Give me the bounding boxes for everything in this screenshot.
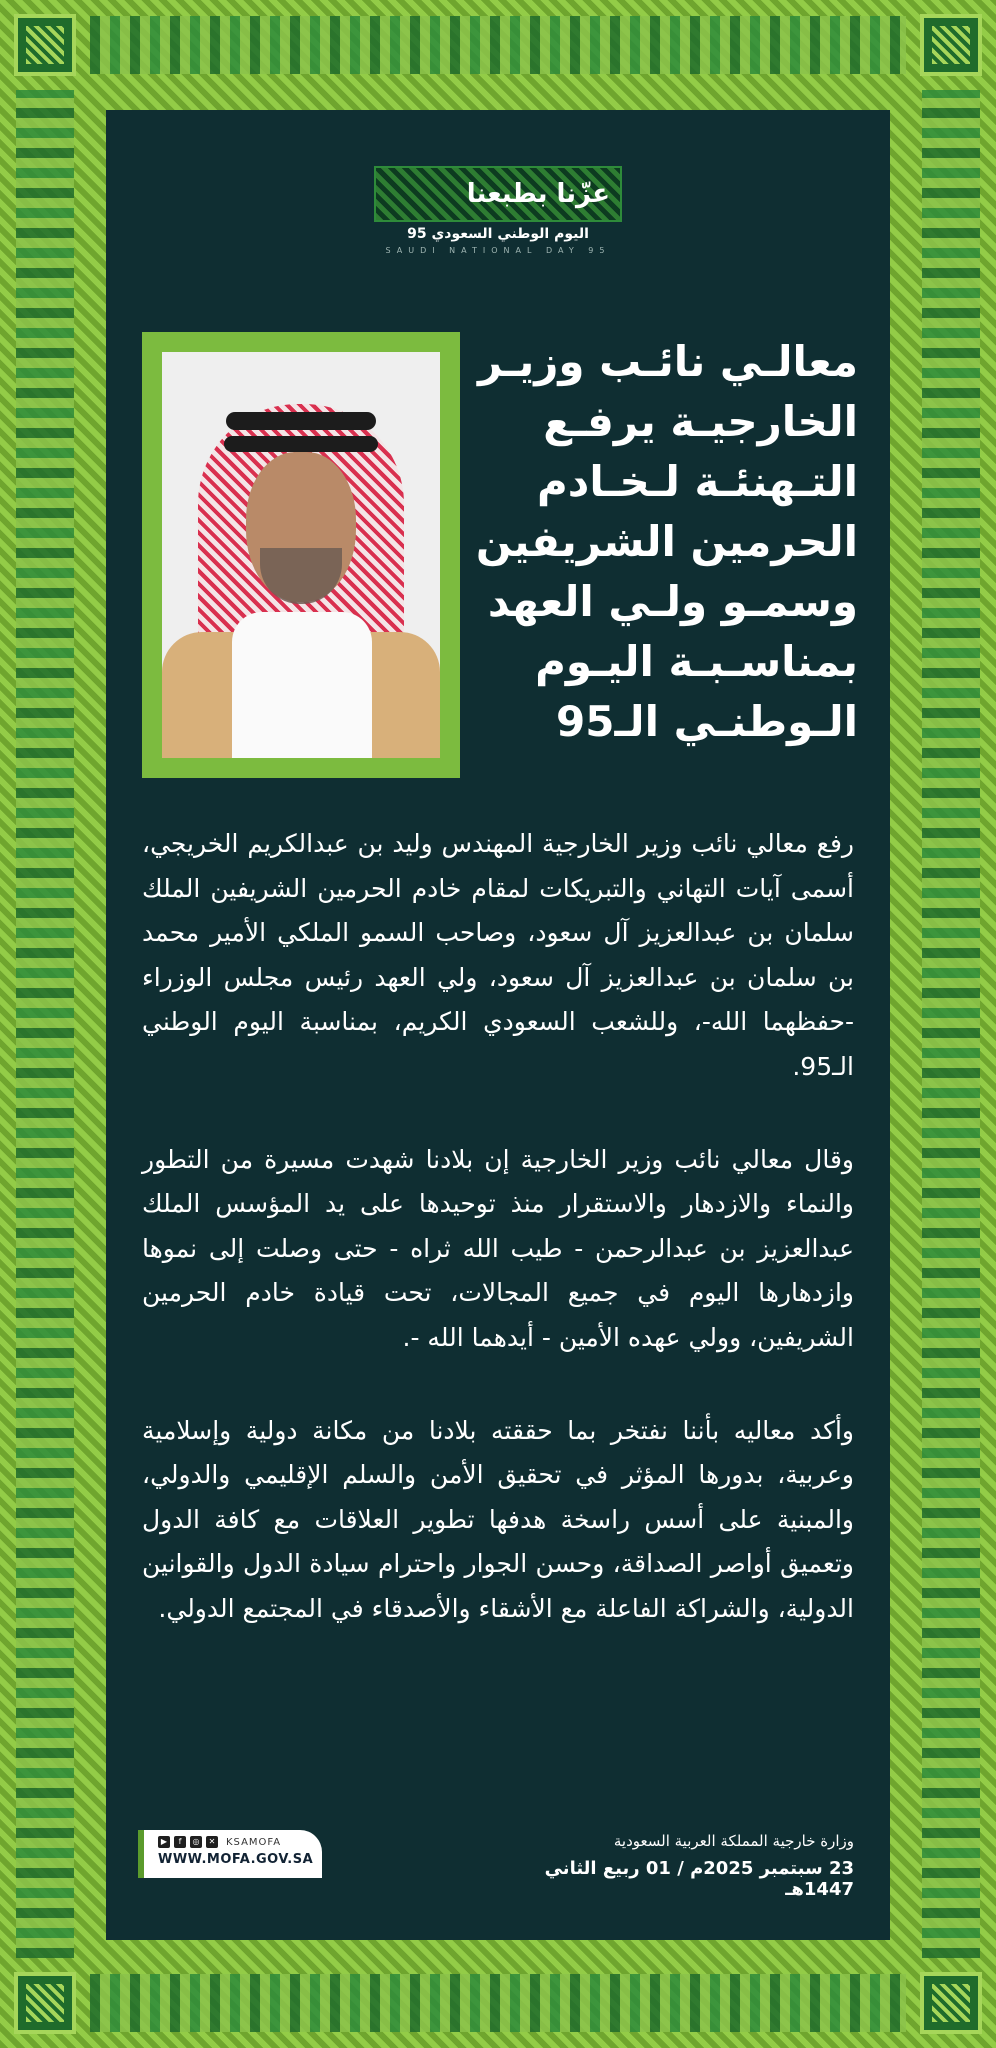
logo-badge (374, 166, 622, 222)
portrait-photo (162, 352, 440, 758)
social-handle: KSAMOFA (226, 1836, 282, 1848)
frame-corner (14, 14, 76, 76)
frame-pattern-top (90, 16, 906, 74)
ministry-name: وزارة خارجية المملكة العربية السعودية (613, 1832, 854, 1850)
frame-corner (920, 1972, 982, 2034)
publication-date: 23 سبتمبر 2025م / 01 ربيع الثاني 1447هـ (544, 1858, 854, 1900)
headline-line: وسمـو ولـي العهد (487, 577, 858, 626)
headline-line: معالـي نائـب وزيـر (477, 337, 858, 386)
logo-subtitle: اليوم الوطني السعودي 95 (407, 226, 589, 242)
portrait-frame (142, 332, 460, 778)
headline-line: التـهنئـة لـخـادم (537, 457, 858, 506)
paragraph: وقال معالي نائب وزير الخارجية إن بلادنا شهدت مسيرة من التطور والنماء والازدهار والاستقرار منذ توحيدها على يد المؤسس الملك عبدالعزيز بن عبدالرحمن - طيب الله ثراه - حتى وصلت إلى نموها وازدهارها اليوم في جميع المجالات، تحت قيادة خادم الحرمين الشريفين، وولي عهده الأمين - أيدهما الله -. (142, 1144, 854, 1352)
facebook-icon[interactable]: f (174, 1836, 186, 1848)
headline (475, 332, 858, 752)
headline-line: الـوطنـي الـ95 (555, 697, 858, 746)
headline-line: بمناسـبـة اليـوم (535, 637, 858, 686)
paragraph: وأكد معاليه بأننا نفتخر بما حققته بلادنا من مكانة دولية وإسلامية وعربية، بدورها المؤثر في تحقيق الأمن والسلم الإقليمي والدولي، والمبنية على أسس راسخة هدفها تطوير العلاقات مع كافة الدول وتعميق أواصر الصداقة، وحسن الجوار واحترام سيادة الدول والقوانين الدولية، والشراكة الفاعلة مع الأشقاء والأصدقاء في المجتمع الدولي. (142, 1415, 854, 1623)
content-panel (106, 110, 890, 1940)
national-day-logo (372, 166, 624, 286)
frame-corner (920, 14, 982, 76)
headline-line: الحرمين الشريفين (475, 517, 858, 566)
frame-corner (14, 1972, 76, 2034)
paragraph: رفع معالي نائب وزير الخارجية المهندس وليد بن عبدالكريم الخريجي، أسمى آيات التهاني والتبريكات لمقام خادم الحرمين الشريفين الملك سلمان بن عبدالعزيز آل سعود، وصاحب السمو الملكي الأمير محمد بن سلمان بن عبدالعزيز آل سعود، ولي العهد رئيس مجلس الوزراء -حفظهما الله-، وللشعب السعودي الكريم، بمناسبة اليوم الوطني الـ95. (142, 829, 854, 1081)
social-links-tag (138, 1830, 322, 1878)
website-link[interactable]: WWW.MOFA.GOV.SA (158, 1852, 314, 1867)
logo-title: عزّنا بطبعنا (466, 179, 610, 209)
frame-pattern-right (922, 90, 980, 1958)
article-body (142, 822, 854, 1680)
frame-pattern-left (16, 90, 74, 1958)
youtube-icon[interactable]: ▶ (158, 1836, 170, 1848)
logo-english: SAUDI NATIONAL DAY 95 (385, 246, 611, 255)
x-icon[interactable]: ✕ (206, 1836, 218, 1848)
social-row (158, 1836, 312, 1848)
frame-pattern-bottom (90, 1974, 906, 2032)
instagram-icon[interactable]: ◎ (190, 1836, 202, 1848)
ministry-footer (514, 1832, 854, 1900)
headline-line: الخارجيـة يرفـع (543, 397, 858, 446)
